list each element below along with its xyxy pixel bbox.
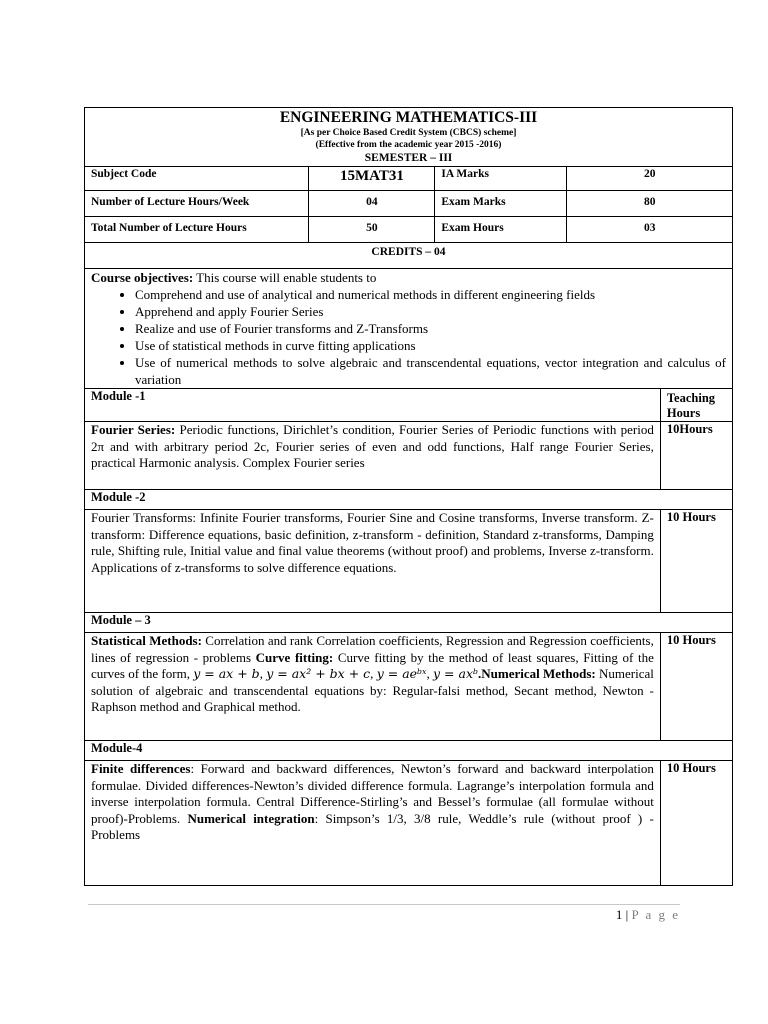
module-4-lead-numerical-integration: Numerical integration: [187, 810, 315, 826]
module-3-hours: 10 Hours: [660, 633, 732, 741]
equation-exponential: y = aeᵇˣ: [376, 666, 427, 681]
module-3-content-row: [85, 633, 733, 741]
module-1-header-row: [85, 389, 733, 422]
module-4-text-numerical-integration: : Simpson’s 1/3, 3/8 rule, Weddle’s rule (without proof ) -Problems: [91, 810, 654, 842]
subject-code-label: Subject Code: [85, 167, 309, 191]
module-1-text: Periodic functions, Dirichlet’s condition, Fourier Series of Periodic functions with period 2π and with arbitrary period 2c, Fourier series of even and odd functions, Half range Fourier Series, practical Harmonic analysis. Complex Fourier series: [91, 422, 654, 470]
credits-row: [85, 243, 733, 269]
module-1-content: [85, 422, 661, 490]
module-4-hours: 10 Hours: [660, 761, 732, 886]
module-4-text-finite-differences: : Forward and backward differences, Newton’s forward and backward interpolation formulae. Divided differences-Newton’s divided difference formula. Lagrange’s interpolation formula and inverse interpolation formula. Central Difference-Stirling’s and Bessel’s formulae (all formulae without proof)-Problems.: [91, 761, 654, 826]
semester-label: SEMESTER – III: [364, 152, 453, 164]
title-row: [85, 108, 733, 167]
course-title: ENGINEERING MATHEMATICS-III: [279, 109, 538, 126]
objective-item: • Realize and use of Fourier transforms and Z-Transforms: [135, 320, 726, 337]
ia-marks-value: 20: [567, 167, 733, 191]
exam-marks-value: 80: [567, 191, 733, 217]
module-3-lead-numerical: .Numerical Methods:: [478, 666, 596, 681]
info-row-total-lecture-hours: [85, 217, 733, 243]
module-1-content-row: [85, 422, 733, 490]
footer-divider: [88, 904, 680, 905]
syllabus-table: [84, 107, 733, 886]
module-3-title: Module – 3: [85, 613, 733, 633]
module-3-lead-curve-fitting: Curve fitting:: [255, 649, 334, 665]
module-3-text-numerical: Numerical solution of algebraic and transcendental equations by: Regular-falsi method, Secant method, Newton - Raphson method and Graphical method.: [91, 666, 654, 714]
subject-code-value: 15MAT31: [339, 168, 404, 184]
module-3-text-curve-fitting: Curve fitting by the method of least squares, Fitting of the curves of the form,: [91, 649, 654, 681]
info-row-subject-code: [85, 167, 733, 191]
module-4-title: Module-4: [85, 741, 733, 761]
objective-item: • Use of statistical methods in curve fitting applications: [135, 337, 726, 354]
equation-quadratic: y = ax² + bx + c: [266, 666, 371, 681]
objectives-row: [85, 269, 733, 389]
total-lecture-hours-value: 50: [309, 217, 435, 243]
objective-item: • Use of numerical methods to solve algebraic and transcendental equations, vector integration and calculus of variation: [135, 354, 726, 388]
objective-item: • Comprehend and use of analytical and numerical methods in different engineering fields: [135, 286, 726, 303]
module-3-content: Statistical Methods: Correlation and rank Correlation coefficients, Regression and Regression coefficients, lines of regression - problems Curve fitting: Curve fitting by the method of least squares, Fitting of the curves of the form, y = ax + b, y = ax² + bx + c, y = aeᵇˣ, y = axᵇ.Numerical Methods: Numerical solution of algebraic and transcendental equations by: Regular-falsi method, Secant method, Newton - Raphson method and Graphical method.: [85, 633, 661, 741]
module-3-lead-statistical: Statistical Methods:: [91, 633, 202, 648]
page-number: 1: [615, 907, 623, 922]
module-4-content: [85, 761, 661, 886]
page-footer: [560, 907, 680, 923]
module-2-hours: 10 Hours: [660, 510, 732, 613]
cbcs-note: [As per Choice Based Credit System (CBCS) scheme]: [300, 128, 517, 138]
module-3-text-statistical: Correlation and rank Correlation coefficients, Regression and Regression coefficients, lines of regression - problems: [91, 633, 654, 665]
effective-year-note: (Effective from the academic year 2015 -2016): [315, 140, 502, 150]
info-row-lecture-hours-week: [85, 191, 733, 217]
module-2-title: Module -2: [85, 490, 733, 510]
exam-marks-label: Exam Marks: [435, 191, 567, 217]
objectives-list: [91, 286, 726, 388]
teaching-hours-header: Teaching Hours: [660, 389, 732, 422]
objective-item: • Apprehend and apply Fourier Series: [135, 303, 726, 320]
objectives-label: Course objectives:: [91, 270, 194, 285]
module-2-content: Fourier Transforms: Infinite Fourier transforms, Fourier Sine and Cosine transforms, Inverse transform. Z-transform: Difference equations, basic definition, z-transform - definition, Standard z-transforms, Damping rule, Shifting rule, Initial value and final value theorems (without proof) and problems, Inverse z-transform. Applications of z-transforms to solve difference equations.: [85, 510, 661, 613]
lecture-hours-week-value: 04: [309, 191, 435, 217]
module-3-header-row: [85, 613, 733, 633]
module-4-content-row: [85, 761, 733, 886]
page-label: P a g e: [631, 907, 680, 922]
module-2-content-row: [85, 510, 733, 613]
lecture-hours-week-label: Number of Lecture Hours/Week: [85, 191, 309, 217]
module-1-title: Module -1: [85, 389, 661, 422]
exam-hours-value: 03: [567, 217, 733, 243]
total-lecture-hours-label: Total Number of Lecture Hours: [85, 217, 309, 243]
module-1-hours: 10Hours: [660, 422, 732, 490]
objectives-intro: This course will enable students to: [193, 270, 377, 285]
equation-power: y = axᵇ: [433, 666, 479, 681]
page-separator: |: [622, 907, 632, 922]
equation-linear: y = ax + b: [193, 666, 260, 681]
credits-label: CREDITS – 04: [85, 243, 733, 269]
module-1-lead: Fourier Series:: [91, 422, 176, 437]
module-2-header-row: [85, 490, 733, 510]
module-4-header-row: [85, 741, 733, 761]
syllabus-page: [84, 107, 733, 886]
module-4-lead-finite-differences: Finite differences: [91, 761, 191, 776]
exam-hours-label: Exam Hours: [435, 217, 567, 243]
ia-marks-label: IA Marks: [435, 167, 567, 191]
